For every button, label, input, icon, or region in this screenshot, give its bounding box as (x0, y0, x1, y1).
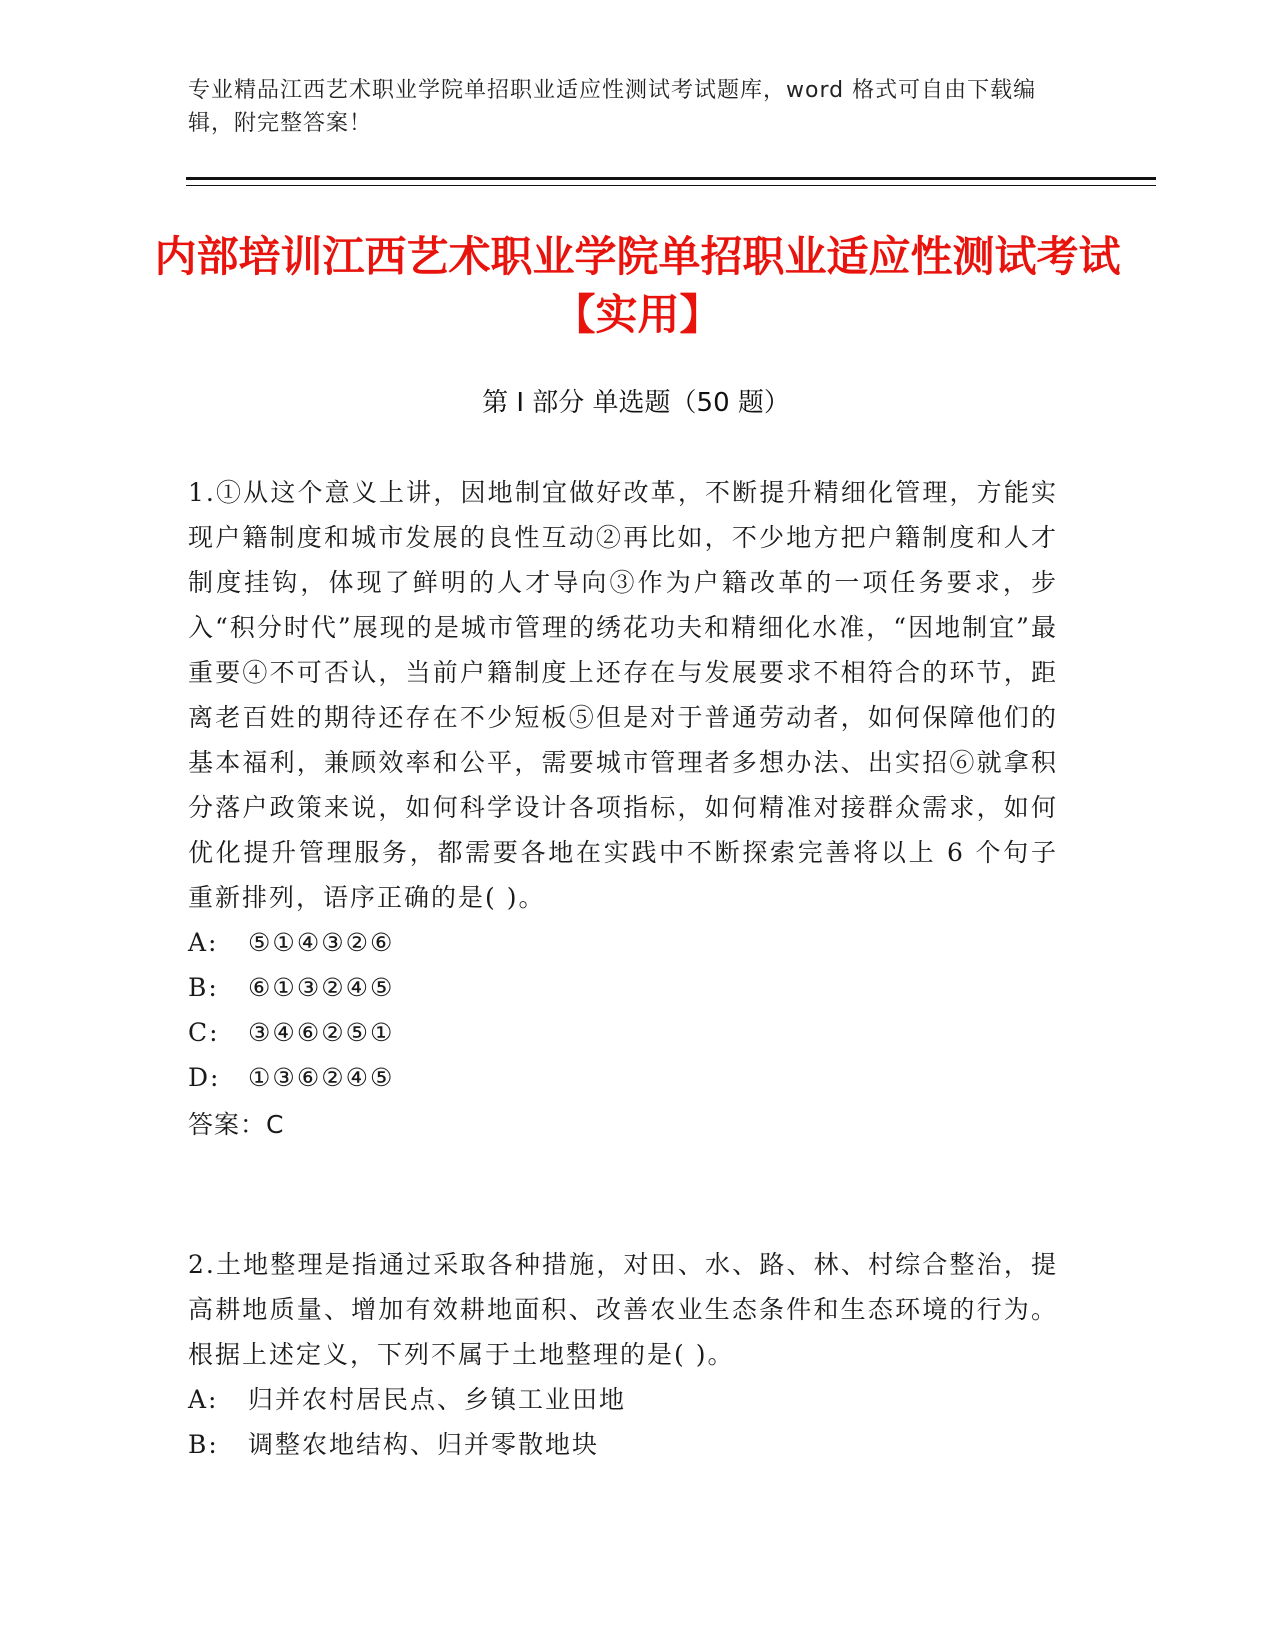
header-divider-thin (186, 185, 1156, 186)
question-1 (188, 470, 1058, 1147)
option-letter: B: (188, 1430, 219, 1459)
option-text: ⑤①④③②⑥ (248, 928, 395, 957)
option-b (188, 965, 1058, 1010)
option-letter: B: (188, 973, 219, 1002)
option-text: ③④⑥②⑤① (248, 1018, 395, 1047)
option-text: 调整农地结构、归并零散地块 (248, 1430, 600, 1459)
option-d (188, 1055, 1058, 1100)
header-divider-thick (186, 177, 1156, 180)
question-stem: 1.①从这个意义上讲，因地制宜做好改革，不断提升精细化管理，方能实现户籍制度和城市发展的良性互动②再比如，不少地方把户籍制度和人才制度挂钩，体现了鲜明的人才导向③作为户籍改革的一项任务要求，步入“积分时代”展现的是城市管理的绣花功夫和精细化水准，“因地制宜”最重要④不可否认，当前户籍制度上还存在与发展要求不相符合的环节，距离老百姓的期待还存在不少短板⑤但是对于普通劳动者，如何保障他们的基本福利，兼顾效率和公平，需要城市管理者多想办法、出实招⑥就拿积分落户政策来说，如何科学设计各项指标，如何精准对接群众需求，如何优化提升管理服务，都需要各地在实践中不断探索完善将以上 6 个句子重新排列，语序正确的是( )。 (188, 478, 1058, 912)
option-a (188, 1377, 1058, 1422)
option-a (188, 920, 1058, 965)
option-text: 归并农村居民点、乡镇工业田地 (248, 1385, 627, 1414)
option-letter: D: (188, 1063, 221, 1092)
header-note: 专业精品江西艺术职业学院单招职业适应性测试考试题库，word 格式可自由下载编辑，附完整答案！ (188, 78, 1037, 136)
option-text: ⑥①③②④⑤ (248, 973, 395, 1002)
question-2 (188, 1242, 1058, 1467)
document-title: 内部培训江西艺术职业学院单招职业适应性测试考试【实用】 (154, 232, 1121, 339)
option-letter: C: (188, 1018, 220, 1047)
question-stem: 2.土地整理是指通过采取各种措施，对田、水、路、林、村综合整治，提高耕地质量、增加有效耕地面积、改善农业生态条件和生态环境的行为。根据上述定义，下列不属于土地整理的是( )。 (188, 1250, 1058, 1369)
option-letter: A: (188, 1385, 219, 1414)
option-b (188, 1422, 1058, 1467)
section-heading: 第 I 部分 单选题（50 题） (482, 388, 790, 418)
option-text: ①③⑥②④⑤ (248, 1063, 395, 1092)
option-letter: A: (188, 928, 219, 957)
answer-line: 答案：C (188, 1110, 285, 1139)
option-c (188, 1010, 1058, 1055)
